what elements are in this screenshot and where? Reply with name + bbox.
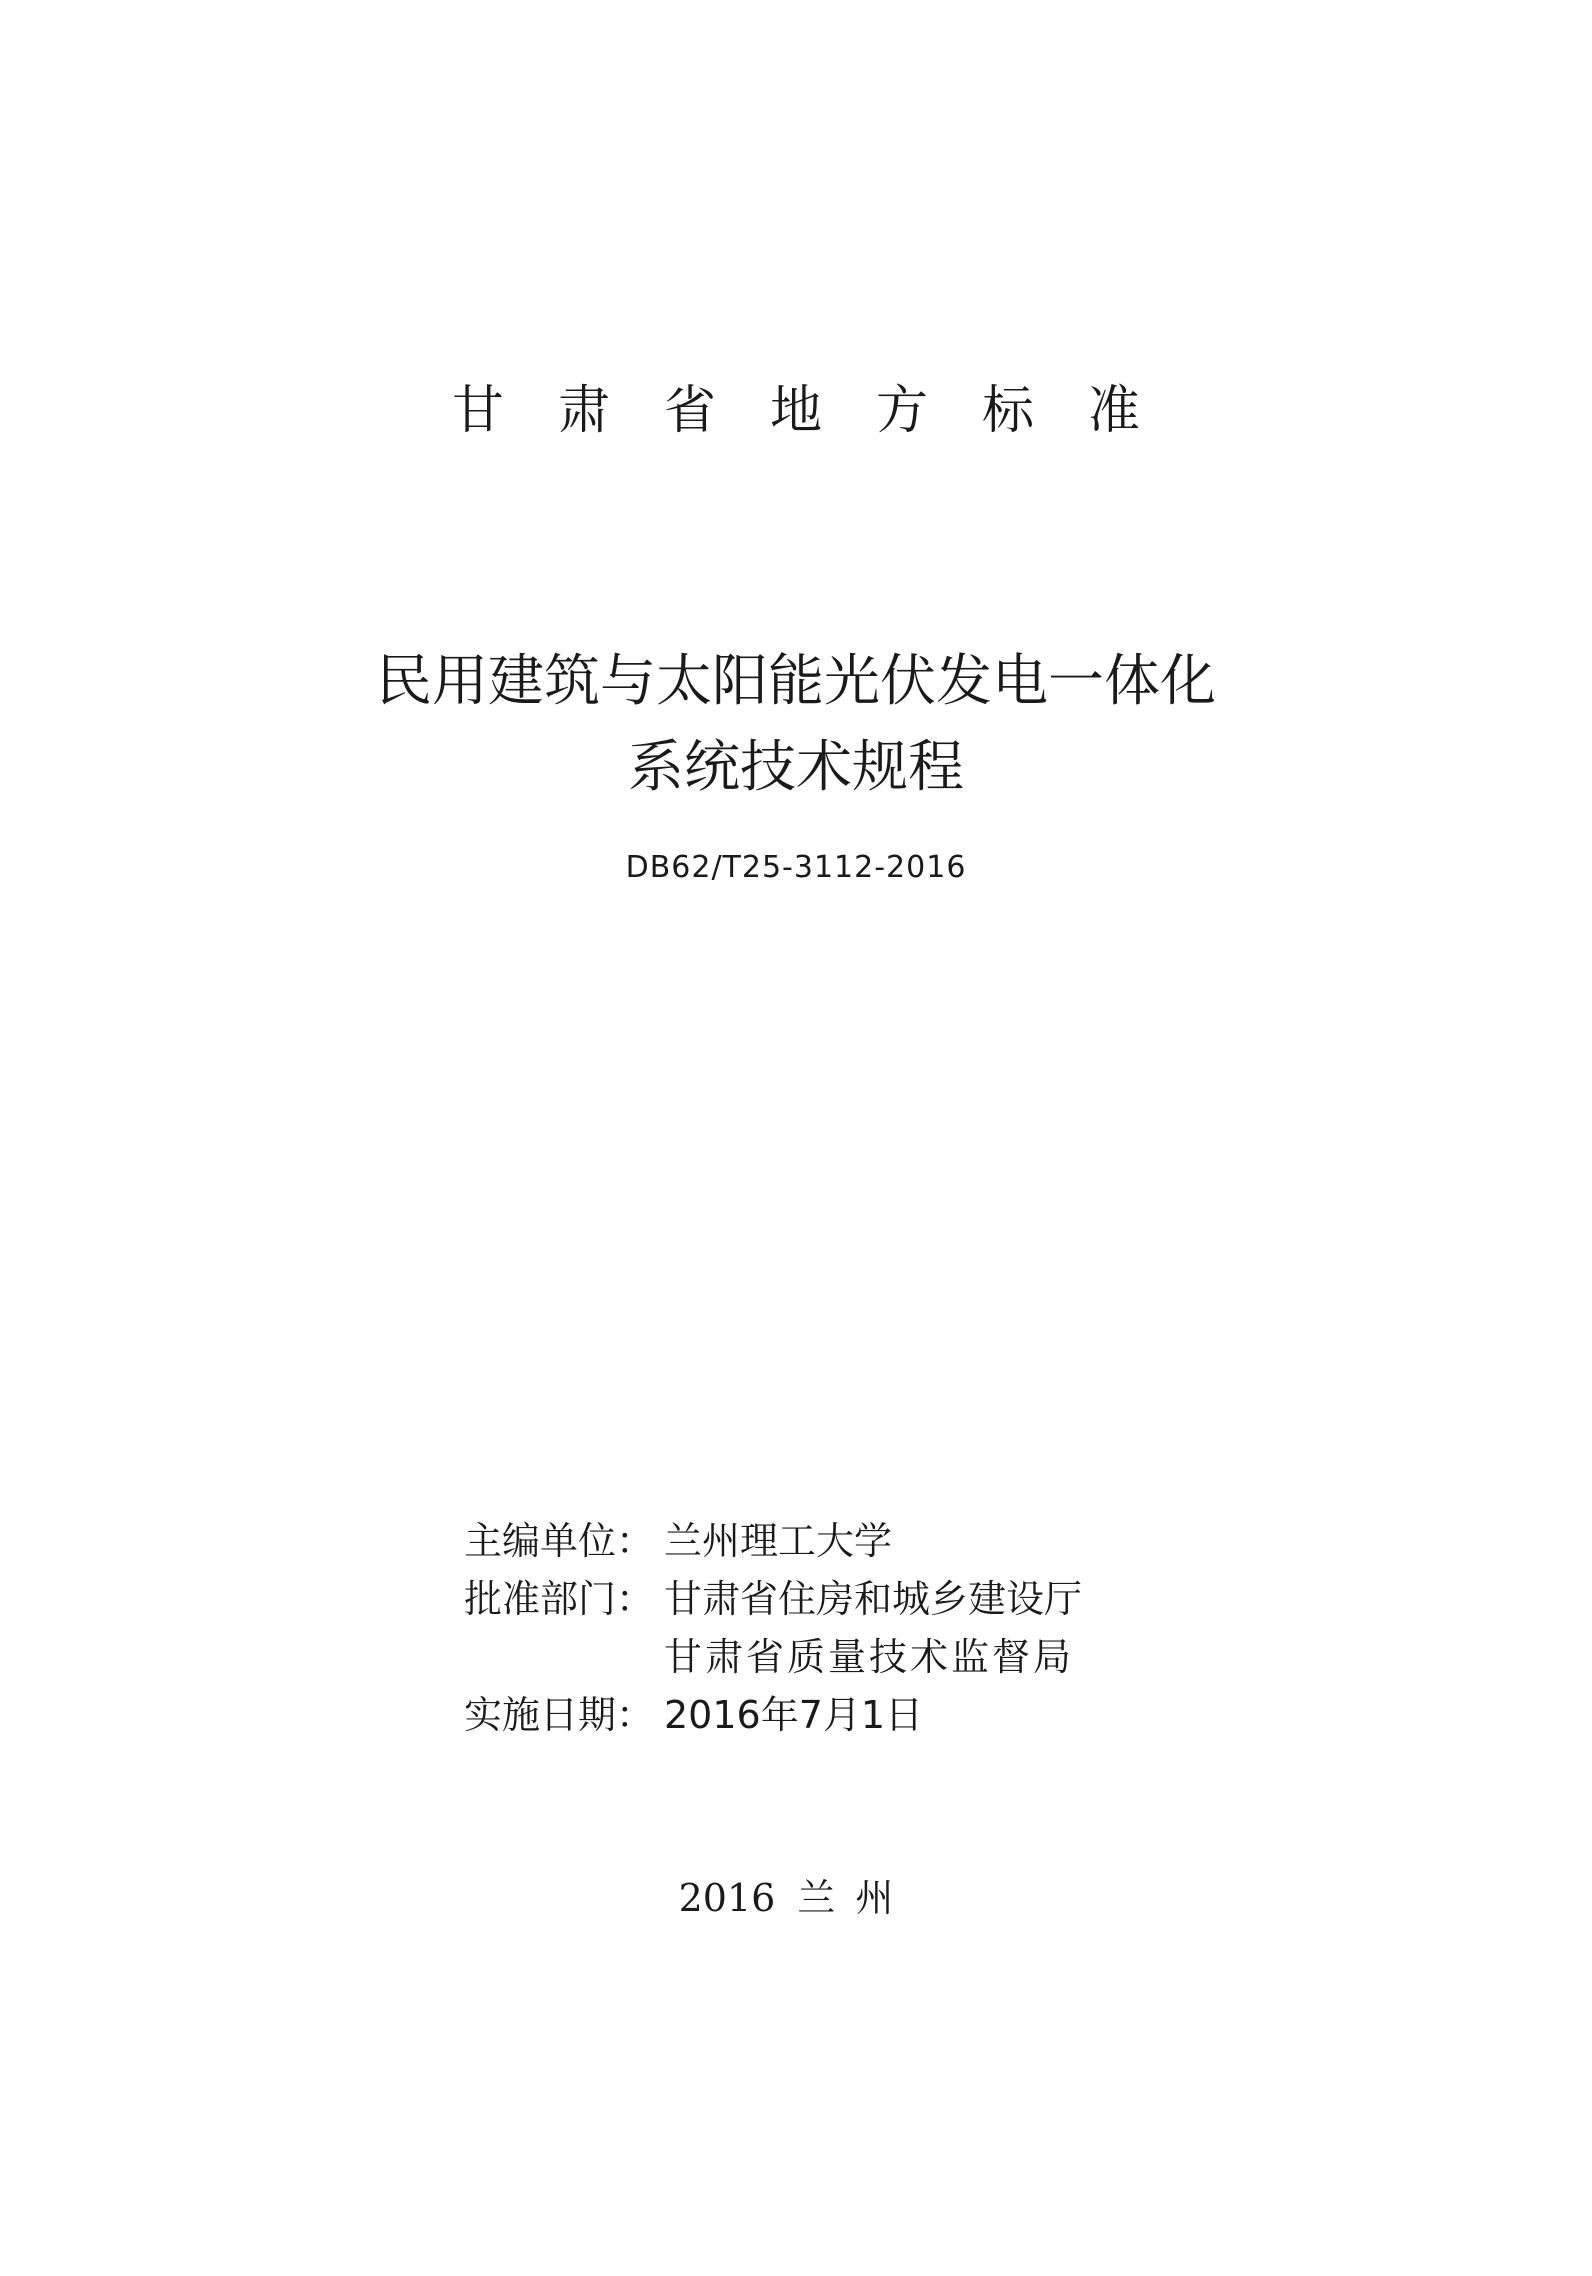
- standard-code: DB62/T25-3112-2016: [625, 850, 967, 885]
- approval-label: 批准部门：: [464, 1577, 655, 1621]
- effective-date-row: [464, 1686, 1264, 1744]
- approval-value-2: 甘肃省质量技术监督局: [664, 1635, 1075, 1679]
- document-title-line-2: 系统技术规程: [628, 735, 964, 800]
- effective-date-value: 2016年7月1日: [664, 1693, 924, 1737]
- publication-info: [464, 1512, 1264, 1744]
- publication-city: 兰州: [797, 1876, 914, 1920]
- effective-date-label: 实施日期：: [464, 1693, 655, 1737]
- editor-row: [464, 1512, 1264, 1570]
- approval-row-continued: [464, 1628, 1264, 1686]
- approval-row: [464, 1570, 1264, 1628]
- editor-value: 兰州理工大学: [664, 1519, 893, 1563]
- standard-category-heading: 甘肃省地方标准: [451, 381, 1194, 441]
- approval-value-1: 甘肃省住房和城乡建设厅: [664, 1577, 1083, 1621]
- publication-year: 2016: [678, 1876, 776, 1920]
- publication-footer: [0, 1876, 1592, 1922]
- document-title-line-1: 民用建筑与太阳能光伏发电一体化: [376, 649, 1216, 714]
- editor-label: 主编单位：: [464, 1519, 655, 1563]
